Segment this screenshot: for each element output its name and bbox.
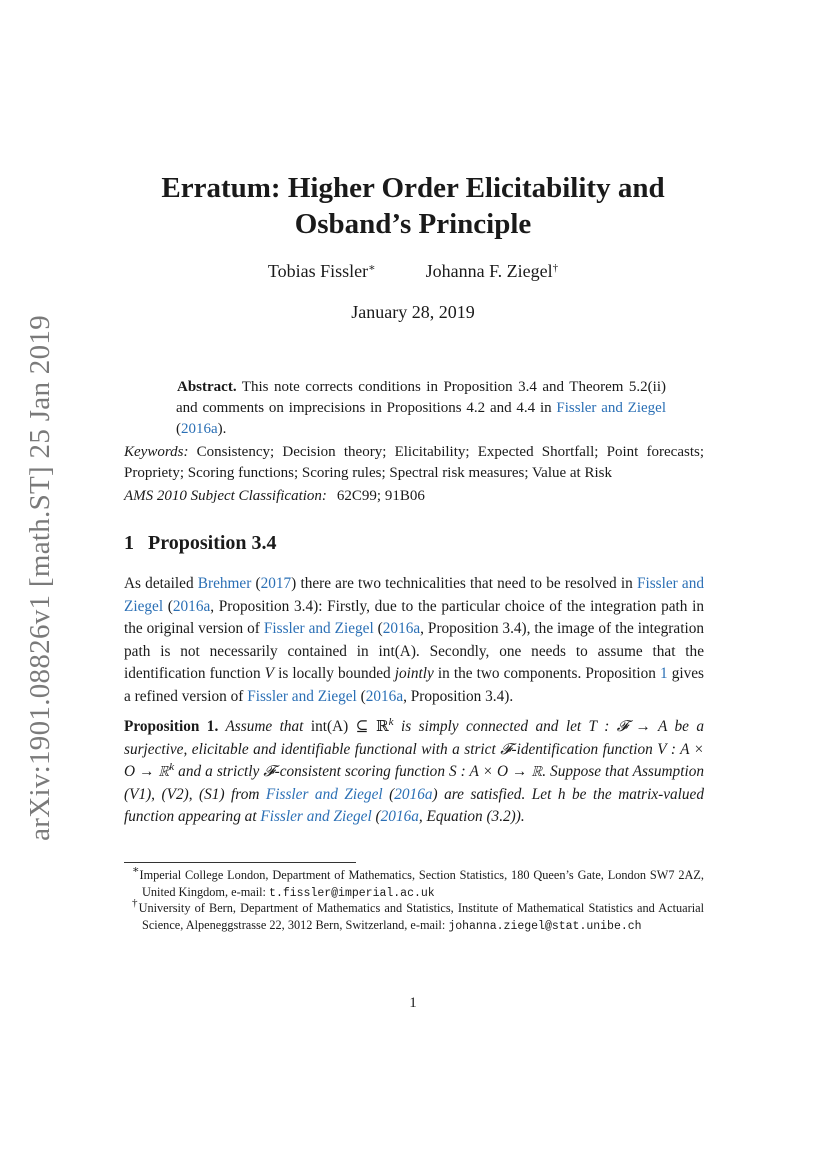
footnote-1: ∗Imperial College London, Department of Mathematics, Section Statistics, 180 Queen’s Gate, London SW7 2AZ, United Kingdom, e-mail: t.fissler@imperial.ac.uk	[132, 864, 704, 900]
section-heading	[124, 532, 277, 555]
proposition-1: Proposition 1. Assume that int(A) ⊆ ℝ$^k$ is simply connected and let T : 𝓕 → A be a surjective, elicitable and identifiable functional with a strict 𝓕-identification function V : A × O → ℝ$^k$ and a strictly 𝓕-consistent scoring function S : A × O → ℝ. Suppose that Assumption (V1), (V2), (S1) from Fissler and Ziegel (2016a) are satisfied. Let h be the matrix-valued function appearing at Fissler and Ziegel (2016a, Equation (3.2)).	[124, 716, 704, 825]
footnote-2: †University of Bern, Department of Mathematics and Statistics, Institute of Mathematical Statistics and Actuarial Science, Alpeneggstrasse 22, 3012 Bern, Switzerland, e-mail: johanna.ziegel@stat.unibe.ch	[132, 897, 704, 933]
citation-year-link[interactable]: 2016a	[365, 687, 404, 705]
author-2: Johanna F. Ziegel†	[425, 261, 559, 281]
title-line-1: Erratum: Higher Order Elicitability and	[161, 172, 665, 204]
body-paragraph: As detailed Brehmer (2017) there are two technicalities that need to be resolved in Fissler and Ziegel (2016a, Proposition 3.4): Firstly, due to the particular choice of the integration path in the original version of Fissler and Ziegel (2016a, Proposition 3.4), the image of the integration path is not necessarily contained in int(A). Secondly, one needs to assume that the identification function V is locally bounded jointly in the two components. Proposition 1 gives a refined version of Fissler and Ziegel (2016a, Proposition 3.4).	[124, 575, 704, 705]
paper-date: January 28, 2019	[351, 302, 475, 322]
citation-year-link[interactable]: 2017	[260, 575, 292, 592]
author-2-footnote-mark[interactable]: †	[552, 262, 559, 274]
ams-label: AMS 2010 Subject Classification:	[124, 488, 327, 504]
citation-link[interactable]: Fissler and Ziegel	[265, 785, 383, 803]
section-number: 1	[124, 532, 134, 554]
citation-link[interactable]: Brehmer	[197, 575, 252, 592]
citation-link[interactable]: Fissler and Ziegel	[260, 808, 372, 825]
ams-codes: 62C99; 91B06	[336, 488, 425, 504]
citation-year-link[interactable]: 2016a	[172, 597, 211, 615]
author-1-footnote-mark[interactable]: ∗	[368, 262, 376, 274]
footnote-rule	[124, 862, 356, 863]
author-list	[100, 261, 726, 282]
arxiv-stamp-text: arXiv:1901.08826v1 [math.ST] 25 Jan 2019	[23, 314, 56, 841]
citation-link[interactable]: Fissler and Ziegel	[263, 620, 374, 637]
abstract-heading: Abstract.	[177, 379, 237, 395]
proposition-ref-link[interactable]: 1	[660, 665, 668, 682]
citation-year-link[interactable]: 2016a	[181, 421, 218, 437]
proposition-heading: Proposition 1.	[124, 718, 219, 735]
email-link[interactable]: t.fissler@imperial.ac.uk	[269, 887, 435, 900]
keywords-text: Consistency; Decision theory; Elicitability; Expected Shortfall; Point forecasts; Propriety; Scoring functions; Scoring rules; Spectral risk measures; Value at Risk	[124, 444, 704, 481]
arxiv-stamp	[20, 314, 60, 841]
keywords-label: Keywords:	[124, 444, 189, 460]
ams-classification	[124, 486, 704, 507]
citation-year-link[interactable]: 2016a	[380, 808, 419, 825]
citation-year-link[interactable]: 2016a	[382, 620, 421, 637]
citation-link[interactable]: Fissler and Ziegel	[124, 575, 704, 615]
paper-title	[100, 170, 726, 242]
section-title: Proposition 3.4	[148, 532, 277, 554]
citation-link[interactable]: Fissler and Ziegel	[247, 687, 357, 705]
abstract: Abstract. This note corrects conditions in Proposition 3.4 and Theorem 5.2(ii) and comments on imprecisions in Propositions 4.2 and 4.4 in Fissler and Ziegel (2016a).	[176, 379, 666, 437]
email-link[interactable]: johanna.ziegel@stat.unibe.ch	[448, 920, 642, 933]
page-number: 1	[409, 995, 417, 1011]
title-line-2: Osband’s Principle	[294, 208, 532, 240]
citation-year-link[interactable]: 2016a	[394, 785, 433, 803]
author-1: Tobias Fissler∗	[267, 261, 376, 281]
keywords	[124, 442, 704, 484]
citation-link[interactable]: Fissler and Ziegel	[556, 400, 666, 416]
